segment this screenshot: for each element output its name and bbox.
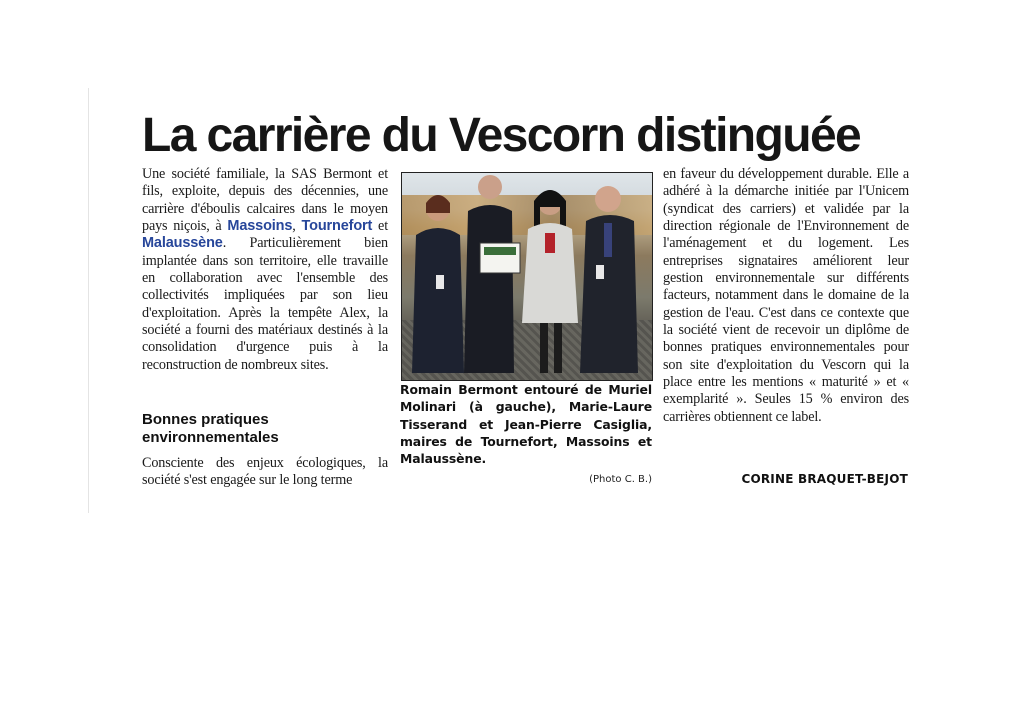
- page-edge-rule: [88, 88, 89, 513]
- text-separator: ,: [292, 218, 302, 235]
- article-column-1-continued: [142, 455, 388, 490]
- headline: La carrière du Vescorn distinguée: [142, 109, 861, 162]
- person-romain-bermont: [464, 175, 520, 373]
- person-jean-pierre-casiglia: [580, 186, 638, 373]
- article-column-1: [142, 166, 388, 374]
- photo-credit: (Photo C. B.): [589, 474, 652, 485]
- text-and: et: [372, 218, 388, 235]
- photo-caption: Romain Bermont entouré de Muriel Molinari (à gauche), Marie-Laure Tisserand et Jean-Pierre Casiglia, maires de Tournefort, Massoins et Malaussène.: [400, 382, 652, 467]
- article-photo: [401, 172, 653, 381]
- column-1b-paragraph: Consciente des enjeux écologiques, la société s'est engagée sur le long terme: [142, 455, 388, 489]
- column-1-paragraph: [142, 166, 388, 374]
- person-marie-laure-tisserand: [522, 190, 578, 373]
- place-malaussene: Malaussène: [142, 235, 223, 252]
- person-muriel-molinari: [412, 195, 464, 373]
- author-byline: CORINE BRAQUET-BEJOT: [741, 472, 908, 486]
- photo-people-illustration: [402, 173, 652, 380]
- place-tournefort: Tournefort: [301, 218, 373, 235]
- place-massoins: Massoins: [227, 218, 293, 235]
- text-body: . Particulièrement bien implantée dans son territoire, elle travaille en collaboration avec l'ensemble des collectivités impliquées par son lieu d'exploitation. Après la tempête Alex, la société a fourni des matériaux destinés à la consolidation d'urgence puis à la reconstruction de nombreux sites.: [142, 235, 388, 373]
- column-3-paragraph: en faveur du développement durable. Elle a adhéré à la démarche initiée par l'Unicem (syndicat des carriers) et validée par la direction régionale de l'Environnement de l'aménagement et du logement. Les entreprises signataires améliorent leur gestion environnementale sur différents facteurs, notamment dans le domaine de la gestion de l'eau. C'est dans ce contexte que la société vient de recevoir un diplôme de bonnes pratiques environnementales pour son site d'exploitation du Vescorn qui la place entre les mentions « maturité » et « exemplarité ». Seules 15 % environ des carrières obtiennent ce label.: [663, 166, 909, 425]
- article-column-3: [663, 166, 909, 426]
- subheading: Bonnes pratiques environnementales: [142, 411, 279, 446]
- text-intro: Une société familiale, la SAS Bermont et fils, exploite, depuis des décennies, une carrière d'éboulis calcaires dans le moyen pays niçois, à: [142, 166, 388, 235]
